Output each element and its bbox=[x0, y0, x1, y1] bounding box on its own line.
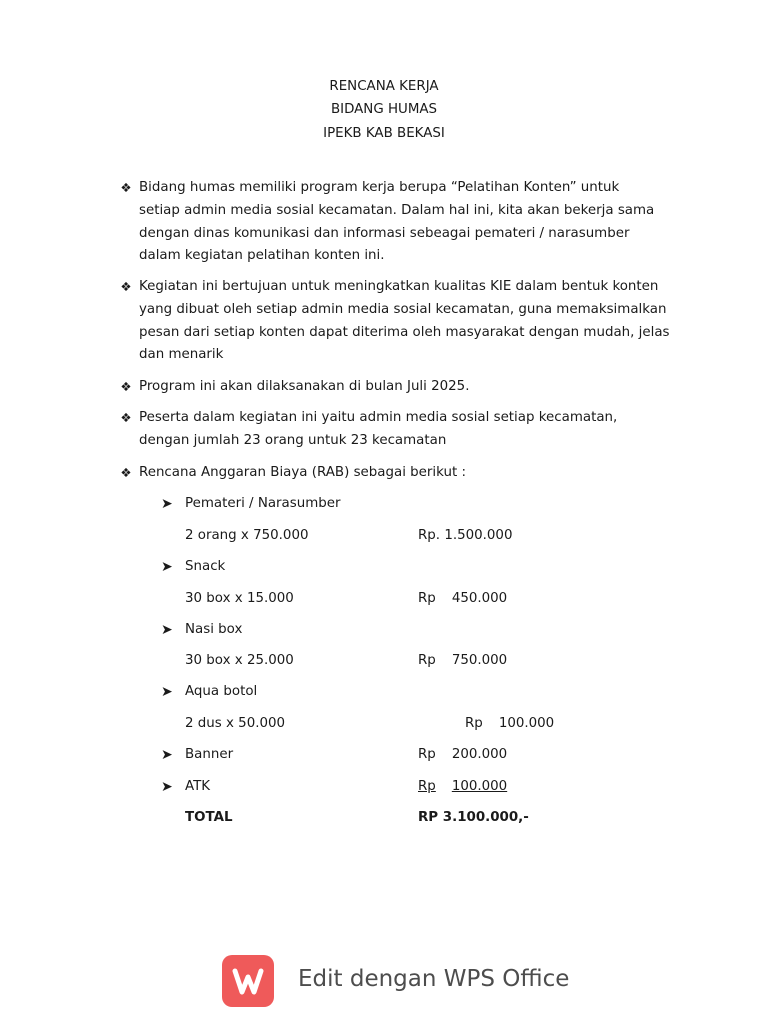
document-title-line-3: IPEKB KAB BEKASI bbox=[323, 126, 445, 141]
amount-value: 200.000 bbox=[451, 747, 508, 762]
text-line: Peserta dalam kegiatan ini yaitu admin media sosial setiap kecamatan, bbox=[139, 410, 618, 425]
amount-value: 750.000 bbox=[451, 653, 508, 668]
text-line: Program ini akan dilaksanakan di bulan Juli 2025. bbox=[139, 379, 470, 394]
text-line: Bidang humas memiliki program kerja berupa “Pelatihan Konten” untuk bbox=[139, 180, 620, 195]
text-line: dalam kegiatan pelatihan konten ini. bbox=[139, 248, 385, 264]
rab-item-calc: 30 box x 15.000 bbox=[185, 591, 294, 606]
text-line: setiap admin media sosial kecamatan. Dalam hal ini, kita akan bekerja sama bbox=[139, 202, 655, 218]
arrow-bullet-icon: ➤ bbox=[161, 747, 173, 763]
currency-prefix: Rp bbox=[418, 591, 436, 606]
bullet-paragraph-2 bbox=[118, 276, 676, 367]
diamond-bullet-icon: ❖ bbox=[120, 279, 132, 294]
amount-value: 100.000 bbox=[498, 716, 555, 731]
text-line: dengan jumlah 23 orang untuk 23 kecamatan bbox=[139, 432, 447, 448]
rab-item-label: Banner bbox=[185, 747, 234, 762]
rab-item-amount bbox=[418, 589, 507, 609]
rab-item-amount bbox=[418, 651, 507, 671]
rab-item-amount bbox=[418, 777, 507, 797]
text-line: Rencana Anggaran Biaya (RAB) sebagai berikut : bbox=[139, 465, 466, 480]
rab-item-amount bbox=[465, 714, 554, 734]
rab-total-value: RP 3.100.000,- bbox=[418, 810, 529, 825]
rab-item-label: Snack bbox=[185, 559, 226, 574]
rab-item-label: Nasi box bbox=[185, 622, 243, 637]
currency-prefix: Rp bbox=[418, 653, 436, 668]
currency-prefix: Rp bbox=[465, 716, 483, 731]
text-line: dengan dinas komunikasi dan informasi sebeagai pemateri / narasumber bbox=[139, 225, 630, 241]
document-title-line-2: BIDANG HUMAS bbox=[330, 102, 438, 117]
document-title-line-1: RENCANA KERJA bbox=[329, 79, 439, 94]
bullet-paragraph-5 bbox=[118, 462, 676, 485]
amount-value: 100.000 bbox=[451, 779, 508, 794]
arrow-bullet-icon: ➤ bbox=[161, 496, 173, 512]
wps-edit-badge[interactable] bbox=[222, 955, 582, 1007]
diamond-bullet-icon: ❖ bbox=[120, 410, 132, 425]
rab-item-calc: 30 box x 25.000 bbox=[185, 653, 294, 668]
diamond-bullet-icon: ❖ bbox=[120, 465, 132, 480]
rab-item-label: Pemateri / Narasumber bbox=[185, 496, 341, 511]
text-line: dan menarik bbox=[139, 347, 224, 363]
diamond-bullet-icon: ❖ bbox=[120, 379, 132, 394]
rab-item-amount: Rp. 1.500.000 bbox=[418, 528, 513, 543]
diamond-bullet-icon: ❖ bbox=[120, 180, 132, 195]
arrow-bullet-icon: ➤ bbox=[161, 622, 173, 638]
rab-item-label: ATK bbox=[185, 779, 211, 794]
text-line: pesan dari setiap konten dapat diterima oleh masyarakat dengan mudah, jelas bbox=[139, 324, 670, 340]
currency-prefix: Rp bbox=[418, 747, 436, 762]
rab-item-calc: 2 dus x 50.000 bbox=[185, 716, 286, 731]
wps-logo-icon bbox=[222, 955, 274, 1007]
arrow-bullet-icon: ➤ bbox=[161, 684, 173, 700]
rab-item-amount bbox=[418, 745, 507, 765]
bullet-paragraph-3 bbox=[118, 376, 676, 399]
rab-total-label: TOTAL bbox=[185, 810, 233, 825]
arrow-bullet-icon: ➤ bbox=[161, 779, 173, 795]
text-line: Kegiatan ini bertujuan untuk meningkatkan kualitas KIE dalam bentuk konten bbox=[139, 279, 659, 294]
bullet-paragraph-1 bbox=[118, 177, 676, 268]
arrow-bullet-icon: ➤ bbox=[161, 559, 173, 575]
amount-value: 450.000 bbox=[451, 591, 508, 606]
rab-item-label: Aqua botol bbox=[185, 684, 258, 699]
currency-prefix: Rp bbox=[418, 779, 436, 794]
wps-edit-label: Edit dengan WPS Office bbox=[298, 966, 570, 992]
text-line: yang dibuat oleh setiap admin media sosial kecamatan, guna memaksimalkan bbox=[139, 301, 667, 317]
rab-item-calc: 2 orang x 750.000 bbox=[185, 528, 309, 543]
bullet-paragraph-4 bbox=[118, 407, 676, 453]
